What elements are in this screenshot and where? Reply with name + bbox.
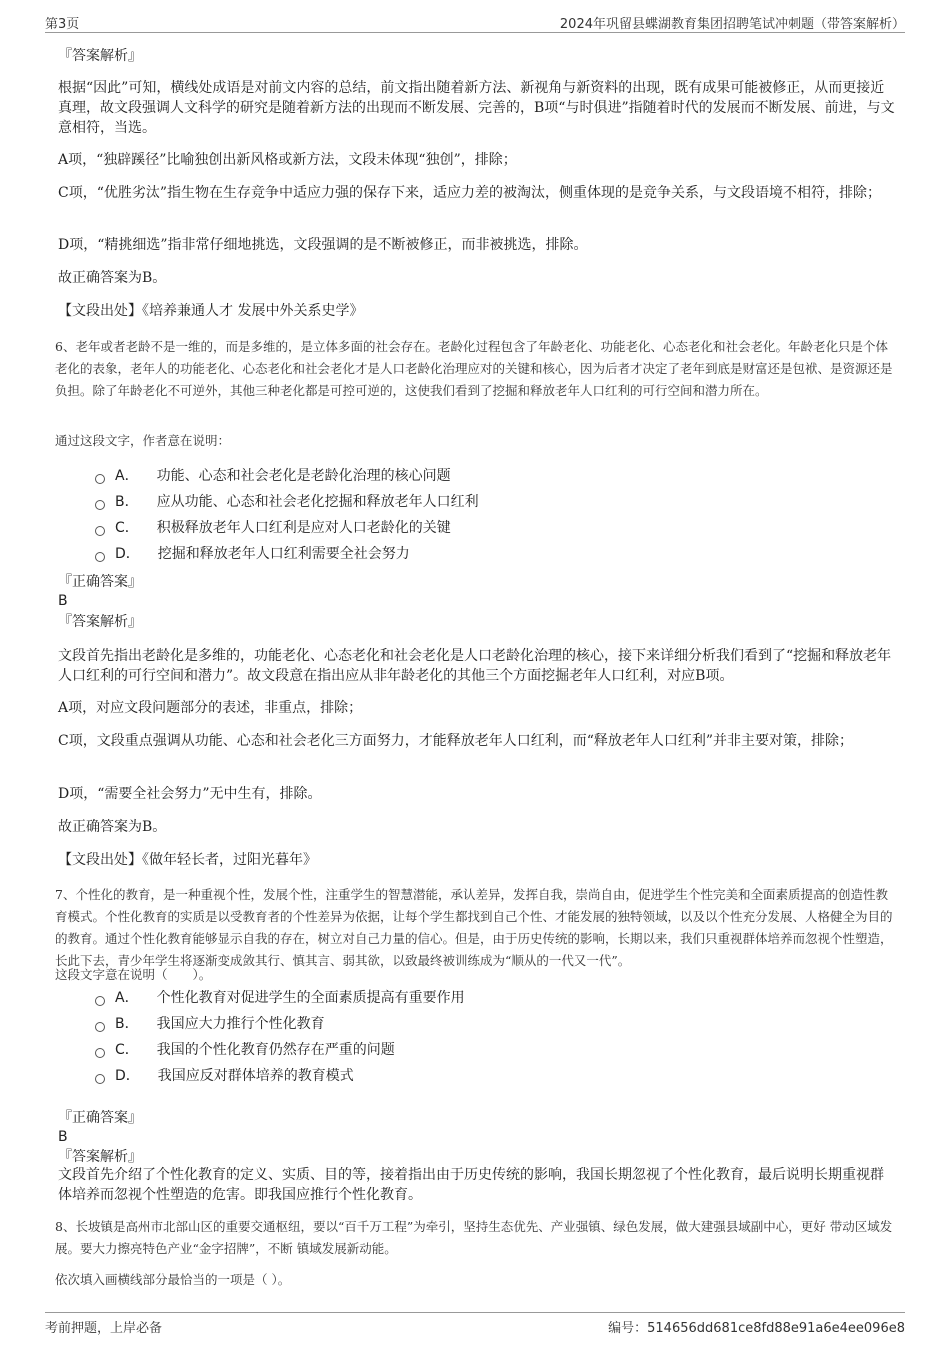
analysis-paragraph: C项，文段重点强调从功能、心态和社会老化三方面努力，才能释放老年人口红利，而“释放老年人口红利”并非主要对策，排除； [58, 733, 854, 749]
page-footer [45, 1312, 905, 1337]
analysis-paragraph: 故正确答案为B。 [58, 819, 167, 835]
analysis-paragraph: C项，“优胜劣汰”指生物在生存竞争中适应力强的保存下来，适应力差的被淘汰，侧重体现的是竞争关系，与文段语境不相符，排除； [58, 185, 882, 201]
analysis-paragraph: 根据“因此”可知，横线处成语是对前文内容的总结，前文指出随着新方法、新视角与新资料的出现，既有成果可能被修正，从而更接近真理，故文段强调人文科学的研究是随着新方法的出现而不断发展、完善的，B项“与时俱进”指随着时代的发展而不断发展、前进，与文意相符，当选。 [58, 80, 895, 136]
correct-answer-label: 『正确答案』 [58, 574, 142, 590]
analysis-paragraph: D项，“精挑细选”指非常仔细地挑选，文段强调的是不断被修正，而非被挑选，排除。 [58, 237, 588, 253]
analysis-label: 『答案解析』 [58, 48, 142, 64]
question-8-text: 8、长坡镇是高州市北部山区的重要交通枢纽，要以“百千万工程”为牵引，坚持生态优先、产业强镇、绿色发展，做大建强县域副中心，更好 带动区域发展。要大力擦亮特色产业“金字招牌”，不断 镇域发展新动能。 [55, 1219, 893, 1256]
option-d[interactable]: D． 挖掘和释放老年人口红利需要全社会努力 [95, 544, 410, 564]
option-d[interactable]: D． 我国应反对群体培养的教育模式 [95, 1066, 354, 1086]
question-6-prompt: 通过这段文字，作者意在说明： [55, 433, 231, 448]
question-7-text: 7、个性化的教育，是一种重视个性，发展个性，注重学生的智慧潜能，承认差异，发挥自我，崇尚自由，促进学生个性完美和全面素质提高的创造性教育模式。个性化教育的实质是以受教育者的个性差异为依据，让每个学生都找到自己个性、才能发展的独特领域，以及以个性充分发展、人格健全为目的的教育。通过个性化教育能够显示自我的存在，树立对自己力量的信心。但是，由于历史传统的影响，长期以来，我们只重视群体培养而忽视个性塑造，长此下去，青少年学生将逐渐变成敛其行、慎其言、弱其欲，以致最终被训练成为“顺从的一代又一代”。 [55, 887, 893, 968]
radio-icon[interactable] [95, 474, 105, 484]
option-a[interactable]: A． 功能、心态和社会老化是老龄化治理的核心问题 [95, 466, 451, 486]
question-8-prompt: 依次填入画横线部分最恰当的一项是（ ）。 [55, 1272, 291, 1287]
question-7-prompt: 这段文字意在说明（ ）。 [55, 967, 212, 982]
analysis-paragraph: A项，“独辟蹊径”比喻独创出新风格或新方法，文段未体现“独创”，排除； [58, 152, 517, 168]
analysis-paragraph: A项，对应文段问题部分的表述，非重点，排除； [58, 700, 363, 716]
analysis-label: 『答案解析』 [58, 614, 142, 630]
analysis-paragraph: 文段首先介绍了个性化教育的定义、实质、目的等，接着指出由于历史传统的影响，我国长期忽视了个性化教育，最后说明长期重视群体培养而忽视个性塑造的危害。即我国应推行个性化教育。 [58, 1167, 884, 1203]
page-header [45, 10, 905, 33]
correct-answer: B [58, 1129, 68, 1145]
analysis-paragraph: 文段首先指出老龄化是多维的，功能老化、心态老化和社会老化是人口老龄化治理的核心，接下来详细分析我们看到了“挖掘和释放老年人口红利的可行空间和潜力”。故文段意在指出应从非年龄老化的其他三个方面挖掘老年人口红利，对应B项。 [58, 648, 892, 684]
radio-icon[interactable] [95, 552, 105, 562]
radio-icon[interactable] [95, 500, 105, 510]
option-b[interactable]: B． 应从功能、心态和社会老化挖掘和释放老年人口红利 [95, 492, 479, 512]
footer-slogan: 考前押题，上岸必备 [45, 1321, 163, 1336]
radio-icon[interactable] [95, 1074, 105, 1084]
correct-answer: B [58, 593, 68, 609]
option-b[interactable]: B． 我国应大力推行个性化教育 [95, 1014, 325, 1034]
option-c[interactable]: C． 我国的个性化教育仍然存在严重的问题 [95, 1040, 395, 1060]
question-6-text: 6、老年或者老龄不是一维的，而是多维的，是立体多面的社会存在。老龄化过程包含了年龄老化、功能老化、心态老化和社会老化。年龄老化只是个体老化的表象，老年人的功能老化、心态老化和社会老化才是人口老龄化治理应对的关键和核心，因为后者才决定了老年到底是财富还是包袱、是资源还是负担。除了年龄老化不可逆外，其他三种老化都是可控可逆的，这使我们看到了挖掘和释放老年人口红利的可行空间和潜力所在。 [55, 339, 893, 398]
radio-icon[interactable] [95, 1022, 105, 1032]
analysis-paragraph: 故正确答案为B。 [58, 270, 167, 286]
source-note: 【文段出处】《做年轻长者，过阳光暮年》 [58, 852, 317, 868]
radio-icon[interactable] [95, 526, 105, 536]
analysis-label: 『答案解析』 [58, 1149, 142, 1165]
page-number: 第3页 [45, 17, 80, 32]
radio-icon[interactable] [95, 996, 105, 1006]
option-a[interactable]: A． 个性化教育对促进学生的全面素质提高有重要作用 [95, 988, 465, 1008]
option-c[interactable]: C． 积极释放老年人口红利是应对人口老龄化的关键 [95, 518, 451, 538]
document-id: 编号：514656dd681ce8fd88e91a6e4ee096e8 [608, 1321, 905, 1336]
analysis-paragraph: D项，“需要全社会努力”无中生有，排除。 [58, 786, 322, 802]
radio-icon[interactable] [95, 1048, 105, 1058]
source-note: 【文段出处】《培养兼通人才 发展中外关系史学》 [58, 303, 364, 319]
document-title: 2024年巩留县蝶湖教育集团招聘笔试冲刺题（带答案解析） [559, 17, 905, 32]
correct-answer-label: 『正确答案』 [58, 1110, 142, 1126]
